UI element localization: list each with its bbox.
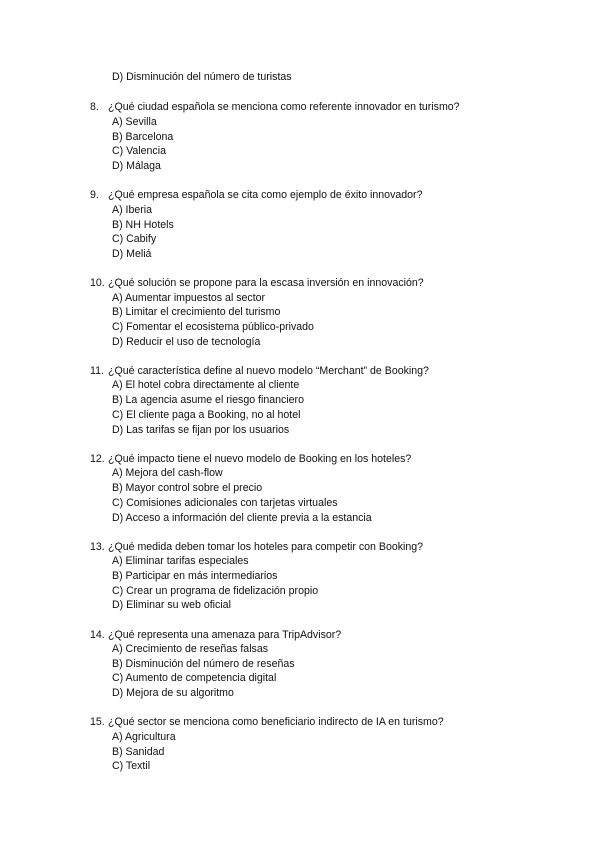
- option-15c: C) Textil: [112, 760, 151, 772]
- question-10: [90, 276, 424, 291]
- option-12c: C) Comisiones adicionales con tarjetas virtuales: [112, 497, 338, 509]
- option-11d: D) Las tarifas se fijan por los usuarios: [112, 424, 290, 436]
- option-10d: D) Reducir el uso de tecnología: [112, 336, 261, 348]
- option-13a: A) Eliminar tarifas especiales: [112, 555, 249, 567]
- question-text: ¿Qué sector se menciona como beneficiario indirecto de IA en turismo?: [108, 716, 444, 728]
- option-8a: A) Sevilla: [112, 116, 157, 128]
- question-text: ¿Qué representa una amenaza para TripAdvisor?: [108, 629, 342, 641]
- option-8d: D) Málaga: [112, 160, 161, 172]
- option-9c: C) Cabify: [112, 233, 157, 245]
- option-10a: A) Aumentar impuestos al sector: [112, 292, 266, 304]
- question-number: 8.: [90, 101, 99, 113]
- option-12a: A) Mejora del cash-flow: [112, 467, 223, 479]
- question-number: 11.: [90, 365, 104, 377]
- question-text: ¿Qué impacto tiene el nuevo modelo de Booking en los hoteles?: [108, 453, 412, 465]
- question-text: ¿Qué empresa española se cita como ejemplo de éxito innovador?: [108, 189, 423, 201]
- option-9d: D) Meliá: [112, 248, 152, 260]
- question-number: 10.: [90, 277, 105, 289]
- option-11a: A) El hotel cobra directamente al cliente: [112, 379, 300, 391]
- question-12: [90, 452, 411, 467]
- option-8c: C) Valencia: [112, 145, 166, 157]
- question-number: 14.: [90, 629, 105, 641]
- question-number: 9.: [90, 189, 99, 201]
- option-14a: A) Crecimiento de reseñas falsas: [112, 643, 269, 655]
- question-number: 13.: [90, 541, 105, 553]
- question-13: [90, 540, 423, 555]
- option-14c: C) Aumento de competencia digital: [112, 672, 277, 684]
- option-11c: C) El cliente paga a Booking, no al hotel: [112, 409, 301, 421]
- option-13b: B) Participar en más intermediarios: [112, 570, 278, 582]
- question-9: [90, 188, 422, 203]
- option-9a: A) Iberia: [112, 204, 153, 216]
- option-12b: B) Mayor control sobre el precio: [112, 482, 263, 494]
- option-14d: D) Mejora de su algoritmo: [112, 687, 234, 699]
- question-text: ¿Qué solución se propone para la escasa inversión en innovación?: [108, 277, 424, 289]
- question-number: 12.: [90, 453, 105, 465]
- prev-question-option-d: D) Disminución del número de turistas: [112, 71, 292, 83]
- option-10c: C) Fomentar el ecosistema público-privado: [112, 321, 314, 333]
- option-10b: B) Limitar el crecimiento del turismo: [112, 306, 281, 318]
- question-15: [90, 715, 444, 730]
- option-13d: D) Eliminar su web oficial: [112, 599, 231, 611]
- question-11: [90, 364, 429, 379]
- option-15a: A) Agricultura: [112, 731, 176, 743]
- question-text: ¿Qué medida deben tomar los hoteles para competir con Booking?: [108, 541, 424, 553]
- question-text: ¿Qué característica define al nuevo modelo “Merchant” de Booking?: [108, 365, 429, 377]
- question-8: [90, 100, 460, 115]
- option-14b: B) Disminución del número de reseñas: [112, 658, 295, 670]
- question-14: [90, 628, 341, 643]
- option-12d: D) Acceso a información del cliente previa a la estancia: [112, 512, 372, 524]
- option-15b: B) Sanidad: [112, 746, 165, 758]
- option-13c: C) Crear un programa de fidelización propio: [112, 585, 319, 597]
- option-9b: B) NH Hotels: [112, 219, 174, 231]
- question-text: ¿Qué ciudad española se menciona como referente innovador en turismo?: [108, 101, 460, 113]
- question-number: 15.: [90, 716, 105, 728]
- option-8b: B) Barcelona: [112, 131, 174, 143]
- option-11b: B) La agencia asume el riesgo financiero: [112, 394, 304, 406]
